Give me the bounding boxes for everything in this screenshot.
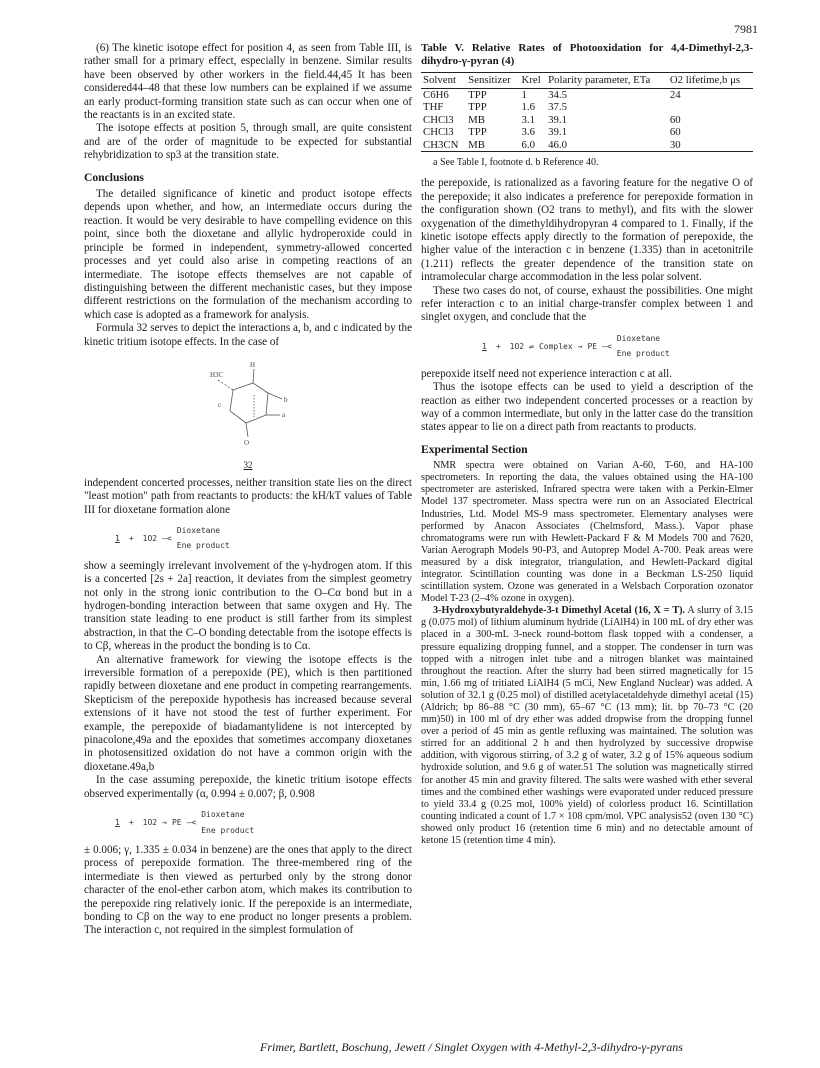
table-cell: 30	[668, 139, 753, 152]
scheme-branch-arrow: —<	[162, 533, 172, 543]
table-cell: 39.1	[548, 126, 567, 138]
paragraph: Formula 32 serves to depict the interactions a, b, and c indicated by the kinetic tritium isotope effects. In the case of	[84, 322, 412, 348]
scheme-arrow: →	[162, 817, 167, 827]
table-cell: 39.1	[548, 113, 567, 126]
table-cell: TPP	[468, 101, 487, 113]
table-cell: CHCl3	[423, 126, 454, 138]
paragraph: NMR spectra were obtained on Varian A-60, T-60, and HA-100 spectrometers. In reporting the data, the values obtained using the HA-100 spectrometer are asterisked. Infrared spectra were taken with a Perkin-Elmer Model 137 spectrometer. Mass spectra were run on an Associated Electrical Industries, Ltd. Model MS-9 mass spectrometer. Elementary analyses were performed by Anacon Associates (Chelmsford, Mass.). Vapor phase chromatograms were run with Hewlett-Packard F & M Models 700 and 7620, Varian Aerograph Models 90-P3, and Autoprep Model A-700. Peak areas were measured by a disk integrator, triangulation, and Hewlett-Packard digital integrator. Scintillation counting was done in a Beckman LS-250 liquid scintillation system. Ozone was generated in a Welsbach Corporation ozonator Model T-23 (2–4% ozone in oxygen).	[421, 460, 753, 605]
table-cell: 3.6	[521, 126, 536, 138]
table-row	[421, 114, 753, 127]
paragraph	[421, 605, 753, 847]
paragraph: show a seemingly irrelevant involvement of the γ-hydrogen atom. If this is a concerted [2s + 2a] reaction, it deviates from the simplest geometry not only in the strong ionic contribution to the O–Cα bond but in a hydrogen-bonding interaction between that same oxygen and Hγ. The transition state leading to ene product is still farther from its simplest abstraction, in that the C–O bonding detectable from the isotope effects is to Cβ, whereas in the product the bonding is to Cα.	[84, 559, 412, 653]
scheme-product-1: Dioxetane	[201, 810, 245, 820]
scheme-plus: +	[128, 817, 134, 827]
scheme-product-2: Ene product	[176, 541, 230, 551]
scheme-branch-arrow: —<	[186, 817, 197, 827]
svg-text:O: O	[244, 438, 250, 447]
structure-drawing	[188, 355, 308, 455]
scheme-reactant-2: 1O2	[509, 341, 525, 351]
right-column	[421, 42, 753, 847]
scheme-3	[421, 331, 753, 362]
paragraph: In the case assuming perepoxide, the kinetic tritium isotope effects observed experimentally (α, 0.994 ± 0.007; β, 0.908	[84, 774, 412, 800]
table-header: Krel	[520, 73, 547, 89]
table-cell	[668, 101, 753, 114]
table-header: Solvent	[421, 73, 466, 89]
table-cell: CH3CN	[421, 139, 466, 152]
table-row	[421, 101, 753, 114]
table-cell: 34.5	[548, 88, 567, 101]
scheme-intermediate: PE	[587, 341, 598, 351]
paragraph: ± 0.006; γ, 1.335 ± 0.034 in benzene) are the ones that apply to the direct process of perepoxide formation. The three-membered ring of the intermediate is then viewed as perturbed only by the strong donor character of the enol-ether carbon atom, which makes its contribution to the perepoxide ring relatively ionic. If the perepoxide is an intermediate, bonding to Cβ on the way to ene product no longer presents a problem. The interaction c, not required in the simplest formulation of	[84, 843, 412, 937]
scheme-1	[84, 523, 412, 554]
table-cell: C6H6	[423, 88, 449, 101]
paragraph: An alternative framework for viewing the isotope effects is the irreversible formation of a perepoxide (PE), which is then partitioned rapidly between dioxetane and ene product in competing rearrangements. Skepticism of the perepoxide hypothesis has increased because several extensions of it have not stood the test of further experiment. For example, the perepoxide of biadamantylidene is not intercepted by pinacolone,49a and the epoxides that sometimes accompany dioxetanes in photosensitized oxidation do not have a common origin with the dioxetane.49a,b	[84, 653, 412, 773]
running-footer: Frimer, Bartlett, Boschung, Jewett / Singlet Oxygen with 4-Methyl-2,3-dihydro-γ-pyrans	[260, 1040, 683, 1054]
scheme-arrow: →	[577, 341, 583, 351]
paragraph: independent concerted processes, neither transition state lies on the direct "least motion" path from reactants to products: the kH/kT values of Table III for dioxetane formation alone	[84, 476, 412, 516]
scheme-plus: +	[495, 341, 501, 351]
scheme-reactant-1: 1	[115, 817, 120, 827]
scheme-product-2: Ene product	[616, 349, 670, 359]
table-cell: 60	[669, 113, 681, 126]
paragraph: These two cases do not, of course, exhaust the possibilities. One might refer interaction c to an initial charge-transfer complex between 1 and singlet oxygen, and conclude that the	[421, 284, 753, 324]
paragraph: (6) The kinetic isotope effect for position 4, as seen from Table III, is rather small for a primary effect, especially in benzene. Similar results have been observed by other workers in the field.44,45 It has been considered44–48 that these low numbers can be explained if we assume an early product-forming transition state such as can occur when one of the reactants is in an excited state.	[84, 42, 412, 122]
scheme-reactant-1: 1	[482, 341, 487, 351]
section-heading-conclusions: Conclusions	[84, 170, 144, 184]
scheme-reactant-2: 1O2	[142, 533, 158, 543]
svg-text:H: H	[250, 360, 256, 369]
svg-text:b: b	[284, 395, 288, 404]
scheme-plus: +	[128, 533, 134, 543]
table-v	[421, 72, 753, 152]
paragraph: perepoxide itself need not experience interaction c at all.	[421, 367, 673, 380]
table-header: Polarity parameter, ETa	[546, 73, 668, 89]
svg-text:c: c	[218, 400, 222, 409]
table-row	[421, 88, 753, 101]
table-header: O2 lifetime,b μs	[668, 73, 753, 89]
procedure-title: 3-Hydroxybutyraldehyde-3-t Dimethyl Acetal (16, X = T).	[433, 605, 686, 617]
svg-text:a: a	[282, 410, 286, 419]
page-number: 7981	[734, 22, 758, 36]
table-cell: TPP	[468, 126, 487, 138]
table-cell: MB	[468, 113, 485, 126]
scheme-product-2: Ene product	[201, 825, 255, 835]
table-cell: 37.5	[548, 101, 567, 113]
table-cell: CHCl3	[423, 113, 454, 126]
table-caption: Table V. Relative Rates of Photooxidation for 4,4-Dimethyl-2,3-dihydro-γ-pyran (4)	[421, 42, 753, 67]
table-cell: MB	[466, 139, 519, 152]
svg-text:H3C: H3C	[210, 370, 224, 379]
scheme-reactant-2: 1O2	[142, 817, 158, 827]
scheme-intermediate: PE	[171, 817, 182, 827]
structure-label: 32	[243, 460, 253, 471]
section-heading-experimental: Experimental Section	[421, 442, 528, 456]
scheme-product-1: Dioxetane	[616, 333, 661, 343]
table-cell: TPP	[468, 88, 487, 101]
paragraph: The isotope effects at position 5, through small, are quite consistent and are of the order of magnitude to be expected for substantial rehybridization to sp3 at the transition state.	[84, 122, 412, 162]
paragraph: Thus the isotope effects can be used to yield a description of the reaction as either two independent concerted processes or a reaction by way of a common intermediate, but only in the latter case do the transition states appear to lie on a direct path from reactants to products.	[421, 381, 753, 434]
table-cell: 3.1	[521, 113, 536, 126]
scheme-product-1: Dioxetane	[176, 525, 221, 535]
procedure-text: A slurry of 3.15 g (0.075 mol) of lithium aluminum hydride (LiAlH4) in 100 mL of dry ether was placed in a 300-mL 3-neck round-bottom flask topped with a condenser, a pressure equalizing dropping funnel, and a stopper. The condenser in turn was topped with a nitrogen inlet tube and a nitrogen blanket was maintained throughout the reaction. After the slurry had been stirred magnetically for 15 min, 1.66 mg of tritiated LiAlH4 (5 mCi, New England Nuclear) was added. A solution of 32.1 g (0.25 mol) of distilled acetylacetaldehyde dimethyl acetal (15) (Aldrich; bp 86–88 °C (30 mm), 65–67 °C (13 mm); lit. bp 70–73 °C (20 mm)50) in 100 ml of dry ether was added dropwise from the dropping funnel over a period of 45 min as gentle refluxing was maintained. The solution was stirred for an additional 2 h and then hydrolyzed by successive dropwise addition, with vigorous stirring, of 3.2 g of water, 3.2 g of 15% aqueous sodium hydroxide solution, and 9.6 g of water.51 The solution was magnetically stirred for another 45 min and gravity filtered. The salts were washed with ether several times and the combined ether washings were evaporated under reduced pressure to yield 33.4 g (0.25 mol, 100% yield) of colorless product 16. Scintillation counting indicated a count of 1.7 × 108 cpm/mol. VPC analysis52 (oven 130 °C) showed only product 16 (retention time 6 min) and no detectable amount of ketone 15 (retention time 4 min).	[421, 605, 753, 847]
paragraph: The detailed significance of kinetic and product isotope effects depends upon whether, and how, an intermediate occurs during the reaction. It would be very desirable to have compelling evidence on this point, since both the dioxetane and allylic hydroperoxide could in principle be formed in independent, symmetry-allowed concerted processes and yet could also arise in competing reactions of an intermediate. The isotope effects themselves are not capable of distinguishing between the different mechanistic cases, but they impose different restrictions on the formulation of the mechanism according to which case is adopted as a framework for analysis.	[84, 188, 412, 321]
experimental-section	[421, 460, 753, 847]
paragraph: the perepoxide, is rationalized as a favoring feature for the negative O of the perepoxide; it also indicates a preference for perepoxide formation in the configuration shown (O2 trans to methyl), and fits with the slower oxygenation of the dimethyldihydropyran 4 compared to 1. Finally, if the kinetic isotope effects apply directly to the formation of perepoxide, the higher value of the interaction c in benzene (1.335) than in acetonitrile (1.211) reflects the greater dependence of the transition state on intramolecular charge accommodation in the less polar solvent.	[421, 177, 753, 284]
table-cell: 1	[521, 88, 527, 101]
scheme-2	[84, 807, 412, 838]
table-cell: 6.0	[520, 139, 547, 152]
table-cell: 46.0	[546, 139, 668, 152]
table-footnote: a See Table I, footnote d. b Reference 40.	[433, 157, 599, 168]
table-cell: 60	[669, 126, 681, 138]
scheme-intermediate: Complex	[538, 341, 573, 351]
scheme-reactant-1: 1	[115, 533, 120, 543]
table-cell: THF	[423, 101, 444, 113]
table-header: Sensitizer	[466, 73, 519, 89]
scheme-branch-arrow: —<	[602, 341, 612, 351]
table-row	[421, 126, 753, 139]
structure-32	[84, 355, 412, 473]
table-cell: 1.6	[521, 101, 536, 113]
table-cell: 24	[669, 88, 681, 101]
table-row	[421, 139, 753, 152]
scheme-equilibrium-arrow: ⇌	[529, 341, 534, 351]
left-column	[84, 42, 412, 938]
